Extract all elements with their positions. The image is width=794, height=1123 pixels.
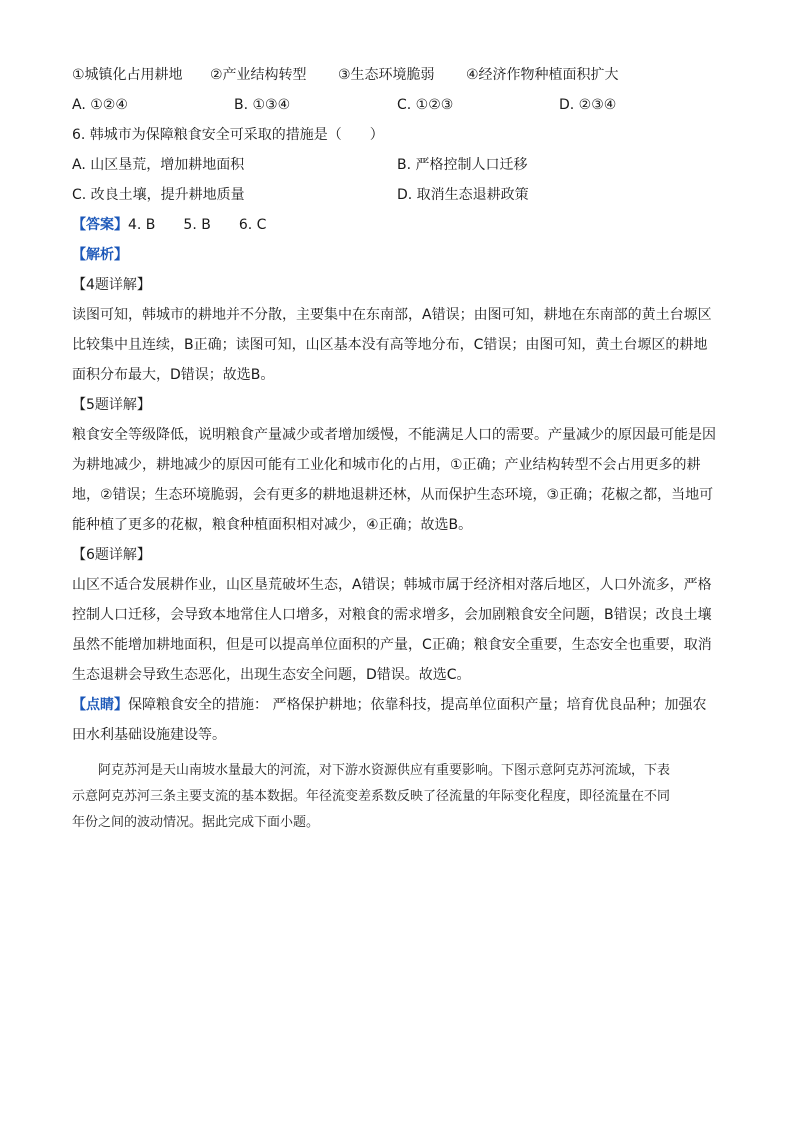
q5-option-a: A. ①②④ <box>72 97 128 113</box>
d6-line-2: 控制人口迁移，会导致本地常住人口增多，对粮食的需求增多，会加剧粮食安全问题，B错误；改良土壤 <box>72 607 712 623</box>
q5-item-2: ②产业结构转型 <box>210 67 307 83</box>
d4-line-2: 比较集中且连续，B正确；读图可知，山区基本没有高等地分布，C错误；由图可知，黄土台塬区的耕地 <box>72 337 708 353</box>
q6-options-row1 <box>72 154 724 184</box>
note-line-2: 田水利基础设施建设等。 <box>72 727 226 743</box>
intro-line-3: 年份之间的波动情况。据此完成下面小题。 <box>72 815 320 830</box>
d4-heading: 【4题详解】 <box>72 277 151 293</box>
analysis-tag: 【解析】 <box>72 247 128 263</box>
q6-option-d: D. 取消生态退耕政策 <box>397 187 529 203</box>
answer-tag: 【答案】 <box>72 217 128 233</box>
answer-text: 4. B 5. B 6. C <box>128 217 267 233</box>
q6-stem: 6. 韩城市为保障粮食安全可采取的措施是（ ） <box>72 127 384 143</box>
d5-line-2: 为耕地减少，耕地减少的原因可能有工业化和城市化的占用，①正确；产业结构转型不会占用更多的耕 <box>72 457 701 473</box>
document-page <box>72 64 724 836</box>
q6-option-c: C. 改良土壤，提升耕地质量 <box>72 187 245 203</box>
q6-option-b: B. 严格控制人口迁移 <box>397 157 528 173</box>
note-tag: 【点睛】 <box>72 697 128 713</box>
d5-line-4: 能种植了更多的花椒，粮食种植面积相对减少，④正确；故选B。 <box>72 517 473 533</box>
intro-paragraph <box>72 758 724 836</box>
d4-line-3: 面积分布最大，D错误；故选B。 <box>72 367 275 383</box>
q5-item-4: ④经济作物种植面积扩大 <box>466 67 619 83</box>
q5-item-1: ①城镇化占用耕地 <box>72 67 183 83</box>
d5-line-1: 粮食安全等级降低，说明粮食产量减少或者增加缓慢，不能满足人口的需要。产量减少的原因最可能是因 <box>72 427 716 443</box>
q5-options <box>72 94 724 124</box>
q6-options-row2 <box>72 184 724 214</box>
d6-heading: 【6题详解】 <box>72 547 151 563</box>
intro-line-2: 示意阿克苏河三条主要支流的基本数据。年径流变差系数反映了径流量的年际变化程度，即径流量在不同 <box>72 789 671 804</box>
q5-option-c: C. ①②③ <box>397 97 454 113</box>
answer-line <box>72 214 724 244</box>
q5-items <box>72 64 724 94</box>
d5-line-3: 地，②错误；生态环境脆弱，会有更多的耕地退耕还林，从而保护生态环境，③正确；花椒之都，当地可 <box>72 487 714 503</box>
d6-line-1: 山区不适合发展耕作业，山区垦荒破坏生态，A错误；韩城市属于经济相对落后地区，人口外流多，严格 <box>72 577 712 593</box>
d5-heading: 【5题详解】 <box>72 397 151 413</box>
note-text-1: 保障粮食安全的措施： 严格保护耕地；依靠科技，提高单位面积产量；培育优良品种；加强农 <box>128 697 707 713</box>
analysis-heading <box>72 244 724 274</box>
d6-line-3: 虽然不能增加耕地面积，但是可以提高单位面积的产量，C正确；粮食安全重要，生态安全也重要，取消 <box>72 637 712 653</box>
q5-option-b: B. ①③④ <box>234 97 291 113</box>
q5-item-3: ③生态环境脆弱 <box>338 67 435 83</box>
d4-line-1: 读图可知，韩城市的耕地并不分散，主要集中在东南部，A错误；由图可知，耕地在东南部的黄土台塬区 <box>72 307 712 323</box>
q5-option-d: D. ②③④ <box>559 97 617 113</box>
intro-line-1: 阿克苏河是天山南坡水量最大的河流，对下游水资源供应有重要影响。下图示意阿克苏河流域，下表 <box>98 763 671 778</box>
note-line-1 <box>72 694 724 724</box>
d6-line-4: 生态退耕会导致生态恶化，出现生态安全问题，D错误。故选C。 <box>72 667 471 683</box>
q6-option-a: A. 山区垦荒，增加耕地面积 <box>72 157 245 173</box>
